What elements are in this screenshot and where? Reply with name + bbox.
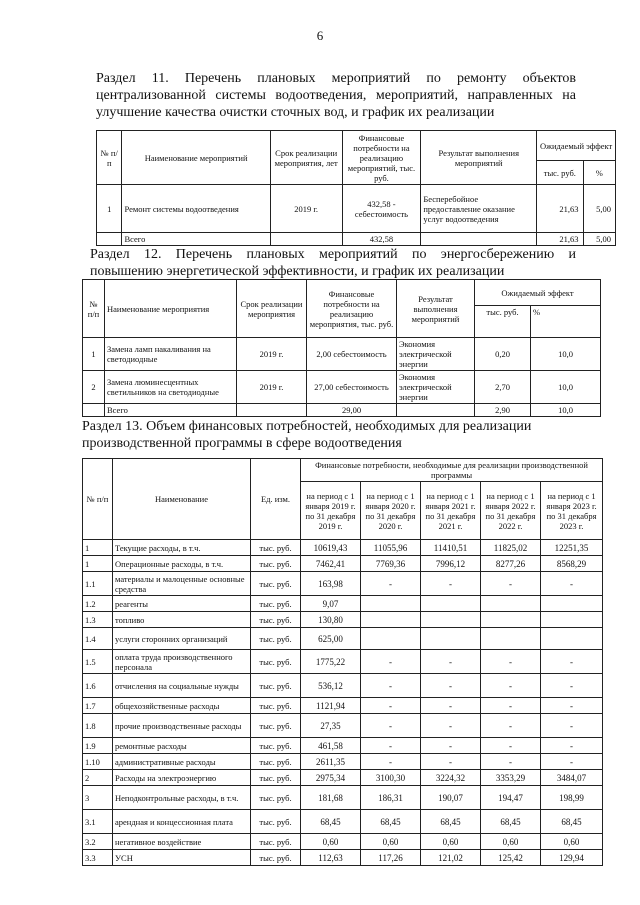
cell-num: 1: [83, 338, 105, 371]
header-thous: тыс. руб.: [537, 161, 583, 185]
header-period: на период с 1 января 2021 г. по 31 декабря 2021 г.: [421, 482, 481, 540]
cell-unit: тыс. руб.: [251, 612, 301, 628]
total-label: Всего: [122, 233, 270, 246]
cell-unit: тыс. руб.: [251, 810, 301, 834]
cell-value: 181,68: [301, 786, 361, 810]
cell-name: реагенты: [113, 596, 251, 612]
header-num: № п/п: [97, 131, 122, 185]
cell-name: Замена люминесцентных светильников на светодиодные: [105, 371, 237, 404]
cell-name: арендная и концессионная плата: [113, 810, 251, 834]
cell-value: [361, 628, 421, 650]
cell-finance: 27,00 себестоимость: [307, 371, 397, 404]
table-row: [83, 540, 603, 556]
cell-value: -: [481, 572, 541, 596]
cell-value: 8277,26: [481, 556, 541, 572]
header-thous: тыс. руб.: [475, 306, 531, 338]
cell-value: 7996,12: [421, 556, 481, 572]
cell-value: 461,58: [301, 738, 361, 754]
cell-unit: тыс. руб.: [251, 572, 301, 596]
cell-value: 536,12: [301, 674, 361, 698]
header-term: Срок реализации мероприятия, лет: [270, 131, 342, 185]
cell-term: 2019 г.: [237, 371, 307, 404]
header-name: Наименование мероприятий: [122, 131, 270, 185]
cell-value: -: [541, 754, 603, 770]
cell-value: -: [421, 674, 481, 698]
cell-value: -: [421, 698, 481, 714]
cell-value: -: [541, 738, 603, 754]
cell-name: ремонтные расходы: [113, 738, 251, 754]
cell-unit: тыс. руб.: [251, 540, 301, 556]
cell-value: -: [361, 754, 421, 770]
cell-name: материалы и малоценные основные средства: [113, 572, 251, 596]
cell-num: 1.9: [83, 738, 113, 754]
cell-value: [541, 596, 603, 612]
cell-name: услуги сторонних организаций: [113, 628, 251, 650]
cell-name: прочие производственные расходы: [113, 714, 251, 738]
cell-value: 10619,43: [301, 540, 361, 556]
table-row: [83, 650, 603, 674]
cell-name: Замена ламп накаливания на светодиодные: [105, 338, 237, 371]
cell-name: УСН: [113, 850, 251, 866]
cell-value: -: [361, 738, 421, 754]
cell-num: 1.8: [83, 714, 113, 738]
cell-value: 27,35: [301, 714, 361, 738]
cell-unit: тыс. руб.: [251, 698, 301, 714]
cell-value: -: [541, 714, 603, 738]
header-num: № п/п: [83, 459, 113, 540]
header-pct: %: [531, 306, 601, 338]
section-13-title: Раздел 13. Объем финансовых потребностей, необходимых для реализации производственной программы в сфере водоотведения: [82, 419, 532, 451]
header-finance: Финансовые потребности на реализацию мероприятий, тыс. руб.: [342, 131, 421, 185]
header-effect: Ожидаемый эффект: [475, 280, 601, 306]
page-number: 6: [316, 28, 324, 43]
cell-name: Ремонт системы водоотведения: [122, 185, 270, 233]
cell-unit: тыс. руб.: [251, 850, 301, 866]
cell-value: 0,60: [421, 834, 481, 850]
total-thous: 2,90: [475, 404, 531, 417]
cell-value: [481, 596, 541, 612]
cell-pct: 5,00: [583, 185, 616, 233]
cell-num: 2: [83, 371, 105, 404]
cell-value: 112,63: [301, 850, 361, 866]
cell-value: [541, 612, 603, 628]
cell-unit: тыс. руб.: [251, 628, 301, 650]
cell-value: -: [421, 738, 481, 754]
table-row: [83, 754, 603, 770]
table-row: [83, 738, 603, 754]
cell-value: 11055,96: [361, 540, 421, 556]
cell-value: 121,02: [421, 850, 481, 866]
cell-name: Операционные расходы, в т.ч.: [113, 556, 251, 572]
cell-value: 0,60: [301, 834, 361, 850]
header-effect: Ожидаемый эффект: [537, 131, 616, 161]
cell-value: 625,00: [301, 628, 361, 650]
header-name: Наименование мероприятия: [105, 280, 237, 338]
cell-value: 163,98: [301, 572, 361, 596]
cell-value: 1775,22: [301, 650, 361, 674]
header-term: Срок реализации мероприятия: [237, 280, 307, 338]
cell-value: -: [481, 698, 541, 714]
total-label: Всего: [105, 404, 237, 417]
section-12-table: [82, 279, 601, 417]
section-13-table: [82, 458, 603, 866]
cell-value: -: [421, 572, 481, 596]
header-name: Наименование: [113, 459, 251, 540]
cell-num: 1: [83, 540, 113, 556]
cell-num: 1.2: [83, 596, 113, 612]
total-row: [83, 404, 601, 417]
cell-num: 3.2: [83, 834, 113, 850]
cell-pct: 10,0: [531, 371, 601, 404]
cell-value: 0,60: [541, 834, 603, 850]
header-period: на период с 1 января 2023 г. по 31 декабря 2023 г.: [541, 482, 603, 540]
cell-finance: 2,00 себестоимость: [307, 338, 397, 371]
table-row: [83, 786, 603, 810]
total-finance: 432,58: [342, 233, 421, 246]
table-row: [83, 698, 603, 714]
cell-thous: 0,20: [475, 338, 531, 371]
cell-value: -: [421, 714, 481, 738]
cell-value: [481, 612, 541, 628]
cell-num: 1.7: [83, 698, 113, 714]
table-row: [83, 674, 603, 698]
total-row: [97, 233, 616, 246]
header-group: Финансовые потребности, необходимые для реализации производственной программы: [301, 459, 603, 482]
cell-value: -: [481, 714, 541, 738]
cell-value: 194,47: [481, 786, 541, 810]
total-finance: 29,00: [307, 404, 397, 417]
cell-value: 3353,29: [481, 770, 541, 786]
cell-value: [541, 628, 603, 650]
cell-value: 3100,30: [361, 770, 421, 786]
header-finance: Финансовые потребности на реализацию мероприятия, тыс. руб.: [307, 280, 397, 338]
header-result: Результат выполнения мероприятий: [421, 131, 537, 185]
cell-num: 1: [97, 185, 122, 233]
cell-thous: 2,70: [475, 371, 531, 404]
cell-value: 68,45: [421, 810, 481, 834]
table-row: [83, 834, 603, 850]
cell-value: 129,94: [541, 850, 603, 866]
section-11-table: [96, 130, 616, 246]
cell-value: 2611,35: [301, 754, 361, 770]
cell-num: 1.4: [83, 628, 113, 650]
cell-value: 190,07: [421, 786, 481, 810]
table-row: [83, 371, 601, 404]
total-pct: 5,00: [583, 233, 616, 246]
cell-name: топливо: [113, 612, 251, 628]
cell-value: 11825,02: [481, 540, 541, 556]
cell-value: 186,31: [361, 786, 421, 810]
cell-value: -: [421, 754, 481, 770]
cell-num: 1.5: [83, 650, 113, 674]
cell-value: 11410,51: [421, 540, 481, 556]
cell-num: 3.3: [83, 850, 113, 866]
cell-unit: тыс. руб.: [251, 786, 301, 810]
table-row: [83, 628, 603, 650]
cell-finance: 432,58 - себестоимость: [342, 185, 421, 233]
cell-num: 3.1: [83, 810, 113, 834]
cell-unit: тыс. руб.: [251, 596, 301, 612]
cell-name: негативное воздействие: [113, 834, 251, 850]
cell-value: -: [541, 650, 603, 674]
cell-num: 1.3: [83, 612, 113, 628]
header-num: № п/п: [83, 280, 105, 338]
table-row: [83, 810, 603, 834]
cell-num: 2: [83, 770, 113, 786]
header-period: на период с 1 января 2020 г. по 31 декабря 2020 г.: [361, 482, 421, 540]
cell-value: 0,60: [481, 834, 541, 850]
cell-pct: 10,0: [531, 338, 601, 371]
cell-name: общехозяйственные расходы: [113, 698, 251, 714]
cell-value: 117,26: [361, 850, 421, 866]
table-row: [83, 556, 603, 572]
cell-value: -: [421, 650, 481, 674]
total-pct: 10,0: [531, 404, 601, 417]
cell-value: 9,07: [301, 596, 361, 612]
cell-name: Расходы на электроэнергию: [113, 770, 251, 786]
cell-num: 1.1: [83, 572, 113, 596]
cell-unit: тыс. руб.: [251, 754, 301, 770]
cell-term: 2019 г.: [270, 185, 342, 233]
cell-value: -: [541, 572, 603, 596]
cell-value: 125,42: [481, 850, 541, 866]
cell-value: -: [481, 674, 541, 698]
cell-value: 12251,35: [541, 540, 603, 556]
cell-num: 3: [83, 786, 113, 810]
cell-value: [481, 628, 541, 650]
cell-value: 198,99: [541, 786, 603, 810]
cell-unit: тыс. руб.: [251, 770, 301, 786]
cell-value: [361, 596, 421, 612]
cell-value: [421, 628, 481, 650]
cell-value: 3484,07: [541, 770, 603, 786]
cell-value: -: [481, 754, 541, 770]
table-row: [83, 338, 601, 371]
cell-value: -: [361, 674, 421, 698]
cell-value: -: [361, 714, 421, 738]
cell-unit: тыс. руб.: [251, 714, 301, 738]
cell-value: [421, 596, 481, 612]
cell-value: 68,45: [541, 810, 603, 834]
header-period: на период с 1 января 2019 г. по 31 декабря 2019 г.: [301, 482, 361, 540]
cell-value: 130,80: [301, 612, 361, 628]
cell-value: 2975,34: [301, 770, 361, 786]
cell-thous: 21,63: [537, 185, 583, 233]
cell-term: 2019 г.: [237, 338, 307, 371]
header-unit: Ед. изм.: [251, 459, 301, 540]
table-row: [83, 572, 603, 596]
table-row: [97, 185, 616, 233]
cell-result: Экономия электрической энергии: [397, 338, 475, 371]
cell-value: -: [481, 738, 541, 754]
cell-unit: тыс. руб.: [251, 674, 301, 698]
cell-num: 1.10: [83, 754, 113, 770]
cell-value: -: [361, 572, 421, 596]
cell-value: 8568,29: [541, 556, 603, 572]
cell-value: -: [541, 698, 603, 714]
cell-unit: тыс. руб.: [251, 650, 301, 674]
cell-name: административные расходы: [113, 754, 251, 770]
cell-name: Неподконтрольные расходы, в т.ч.: [113, 786, 251, 810]
cell-value: 7462,41: [301, 556, 361, 572]
header-pct: %: [583, 161, 616, 185]
table-row: [83, 850, 603, 866]
cell-name: Текущие расходы, в т.ч.: [113, 540, 251, 556]
cell-result: Экономия электрической энергии: [397, 371, 475, 404]
table-row: [83, 714, 603, 738]
cell-value: -: [361, 698, 421, 714]
cell-value: 7769,36: [361, 556, 421, 572]
cell-value: 68,45: [301, 810, 361, 834]
cell-unit: тыс. руб.: [251, 834, 301, 850]
cell-unit: тыс. руб.: [251, 738, 301, 754]
header-result: Результат выполнения мероприятий: [397, 280, 475, 338]
total-thous: 21,63: [537, 233, 583, 246]
cell-num: 1.6: [83, 674, 113, 698]
cell-value: [361, 612, 421, 628]
section-12-title: Раздел 12. Перечень плановых мероприятий по энергосбережению и повышению энергетической эффективности, и график их реализации: [90, 247, 576, 279]
section-11-title: Раздел 11. Перечень плановых мероприятий по ремонту объектов централизованной системы водоотведения, мероприятий, направленных на улучшение качества очистки сточных вод, и график их реализации: [96, 71, 576, 120]
cell-result: Бесперебойное предоставление оказание услуг водоотведения: [421, 185, 537, 233]
cell-value: -: [361, 650, 421, 674]
cell-value: 0,60: [361, 834, 421, 850]
cell-value: [421, 612, 481, 628]
cell-value: -: [541, 674, 603, 698]
header-period: на период с 1 января 2022 г. по 31 декабря 2022 г.: [481, 482, 541, 540]
cell-value: 1121,94: [301, 698, 361, 714]
cell-value: 3224,32: [421, 770, 481, 786]
cell-num: 1: [83, 556, 113, 572]
cell-value: 68,45: [481, 810, 541, 834]
cell-name: оплата труда производственного персонала: [113, 650, 251, 674]
cell-value: 68,45: [361, 810, 421, 834]
cell-value: -: [481, 650, 541, 674]
table-row: [83, 596, 603, 612]
table-row: [83, 612, 603, 628]
table-row: [83, 770, 603, 786]
cell-name: отчисления на социальные нужды: [113, 674, 251, 698]
cell-unit: тыс. руб.: [251, 556, 301, 572]
